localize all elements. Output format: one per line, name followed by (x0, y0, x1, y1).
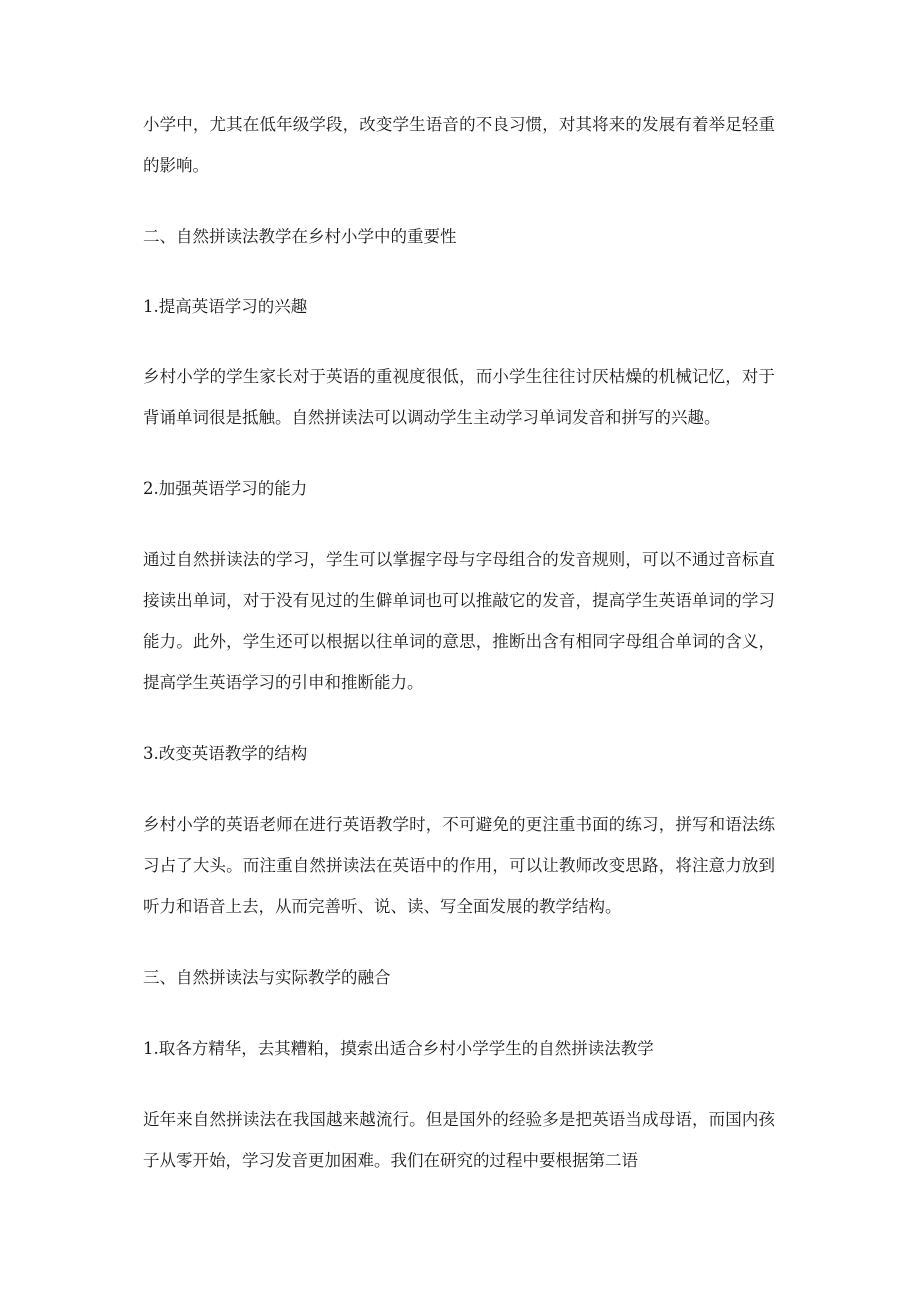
document-body (143, 104, 775, 1181)
paragraph-2-2: 通过自然拼读法的学习，学生可以掌握字母与字母组合的发音规则，可以不通过音标直接读出单词，对于没有见过的生僻单词也可以推敲它的发音，提高学生英语单词的学习能力。此外，学生还可以根据以往单词的意思，推断出含有相同字母组合单词的含义，提高学生英语学习的引申和推断能力。 (143, 550, 775, 692)
subheading-2-1: 1.提高英语学习的兴趣 (143, 297, 308, 316)
subheading-2-2: 2.加强英语学习的能力 (143, 479, 308, 498)
paragraph-3-1: 近年来自然拼读法在我国越来越流行。但是国外的经验多是把英语当成母语，而国内孩子从零开始，学习发音更加困难。我们在研究的过程中要根据第二语 (143, 1110, 775, 1170)
paragraph-intro: 小学中，尤其在低年级学段，改变学生语音的不良习惯，对其将来的发展有着举足轻重的影响。 (143, 115, 775, 175)
section-heading-3: 三、自然拼读法与实际教学的融合 (143, 968, 391, 987)
paragraph-2-1: 乡村小学的学生家长对于英语的重视度很低，而小学生往往讨厌枯燥的机械记忆，对于背诵单词很是抵触。自然拼读法可以调动学生主动学习单词发音和拼写的兴趣。 (143, 367, 775, 427)
subheading-3-1: 1.取各方精华，去其糟粕，摸索出适合乡村小学学生的自然拼读法教学 (143, 1039, 654, 1058)
section-heading-2: 二、自然拼读法教学在乡村小学中的重要性 (143, 227, 457, 246)
subheading-2-3: 3.改变英语教学的结构 (143, 744, 308, 763)
paragraph-2-3: 乡村小学的英语老师在进行英语教学时，不可避免的更注重书面的练习，拼写和语法练习占了大头。而注重自然拼读法在英语中的作用，可以让教师改变思路，将注意力放到听力和语音上去，从而完善听、说、读、写全面发展的教学结构。 (143, 815, 775, 916)
